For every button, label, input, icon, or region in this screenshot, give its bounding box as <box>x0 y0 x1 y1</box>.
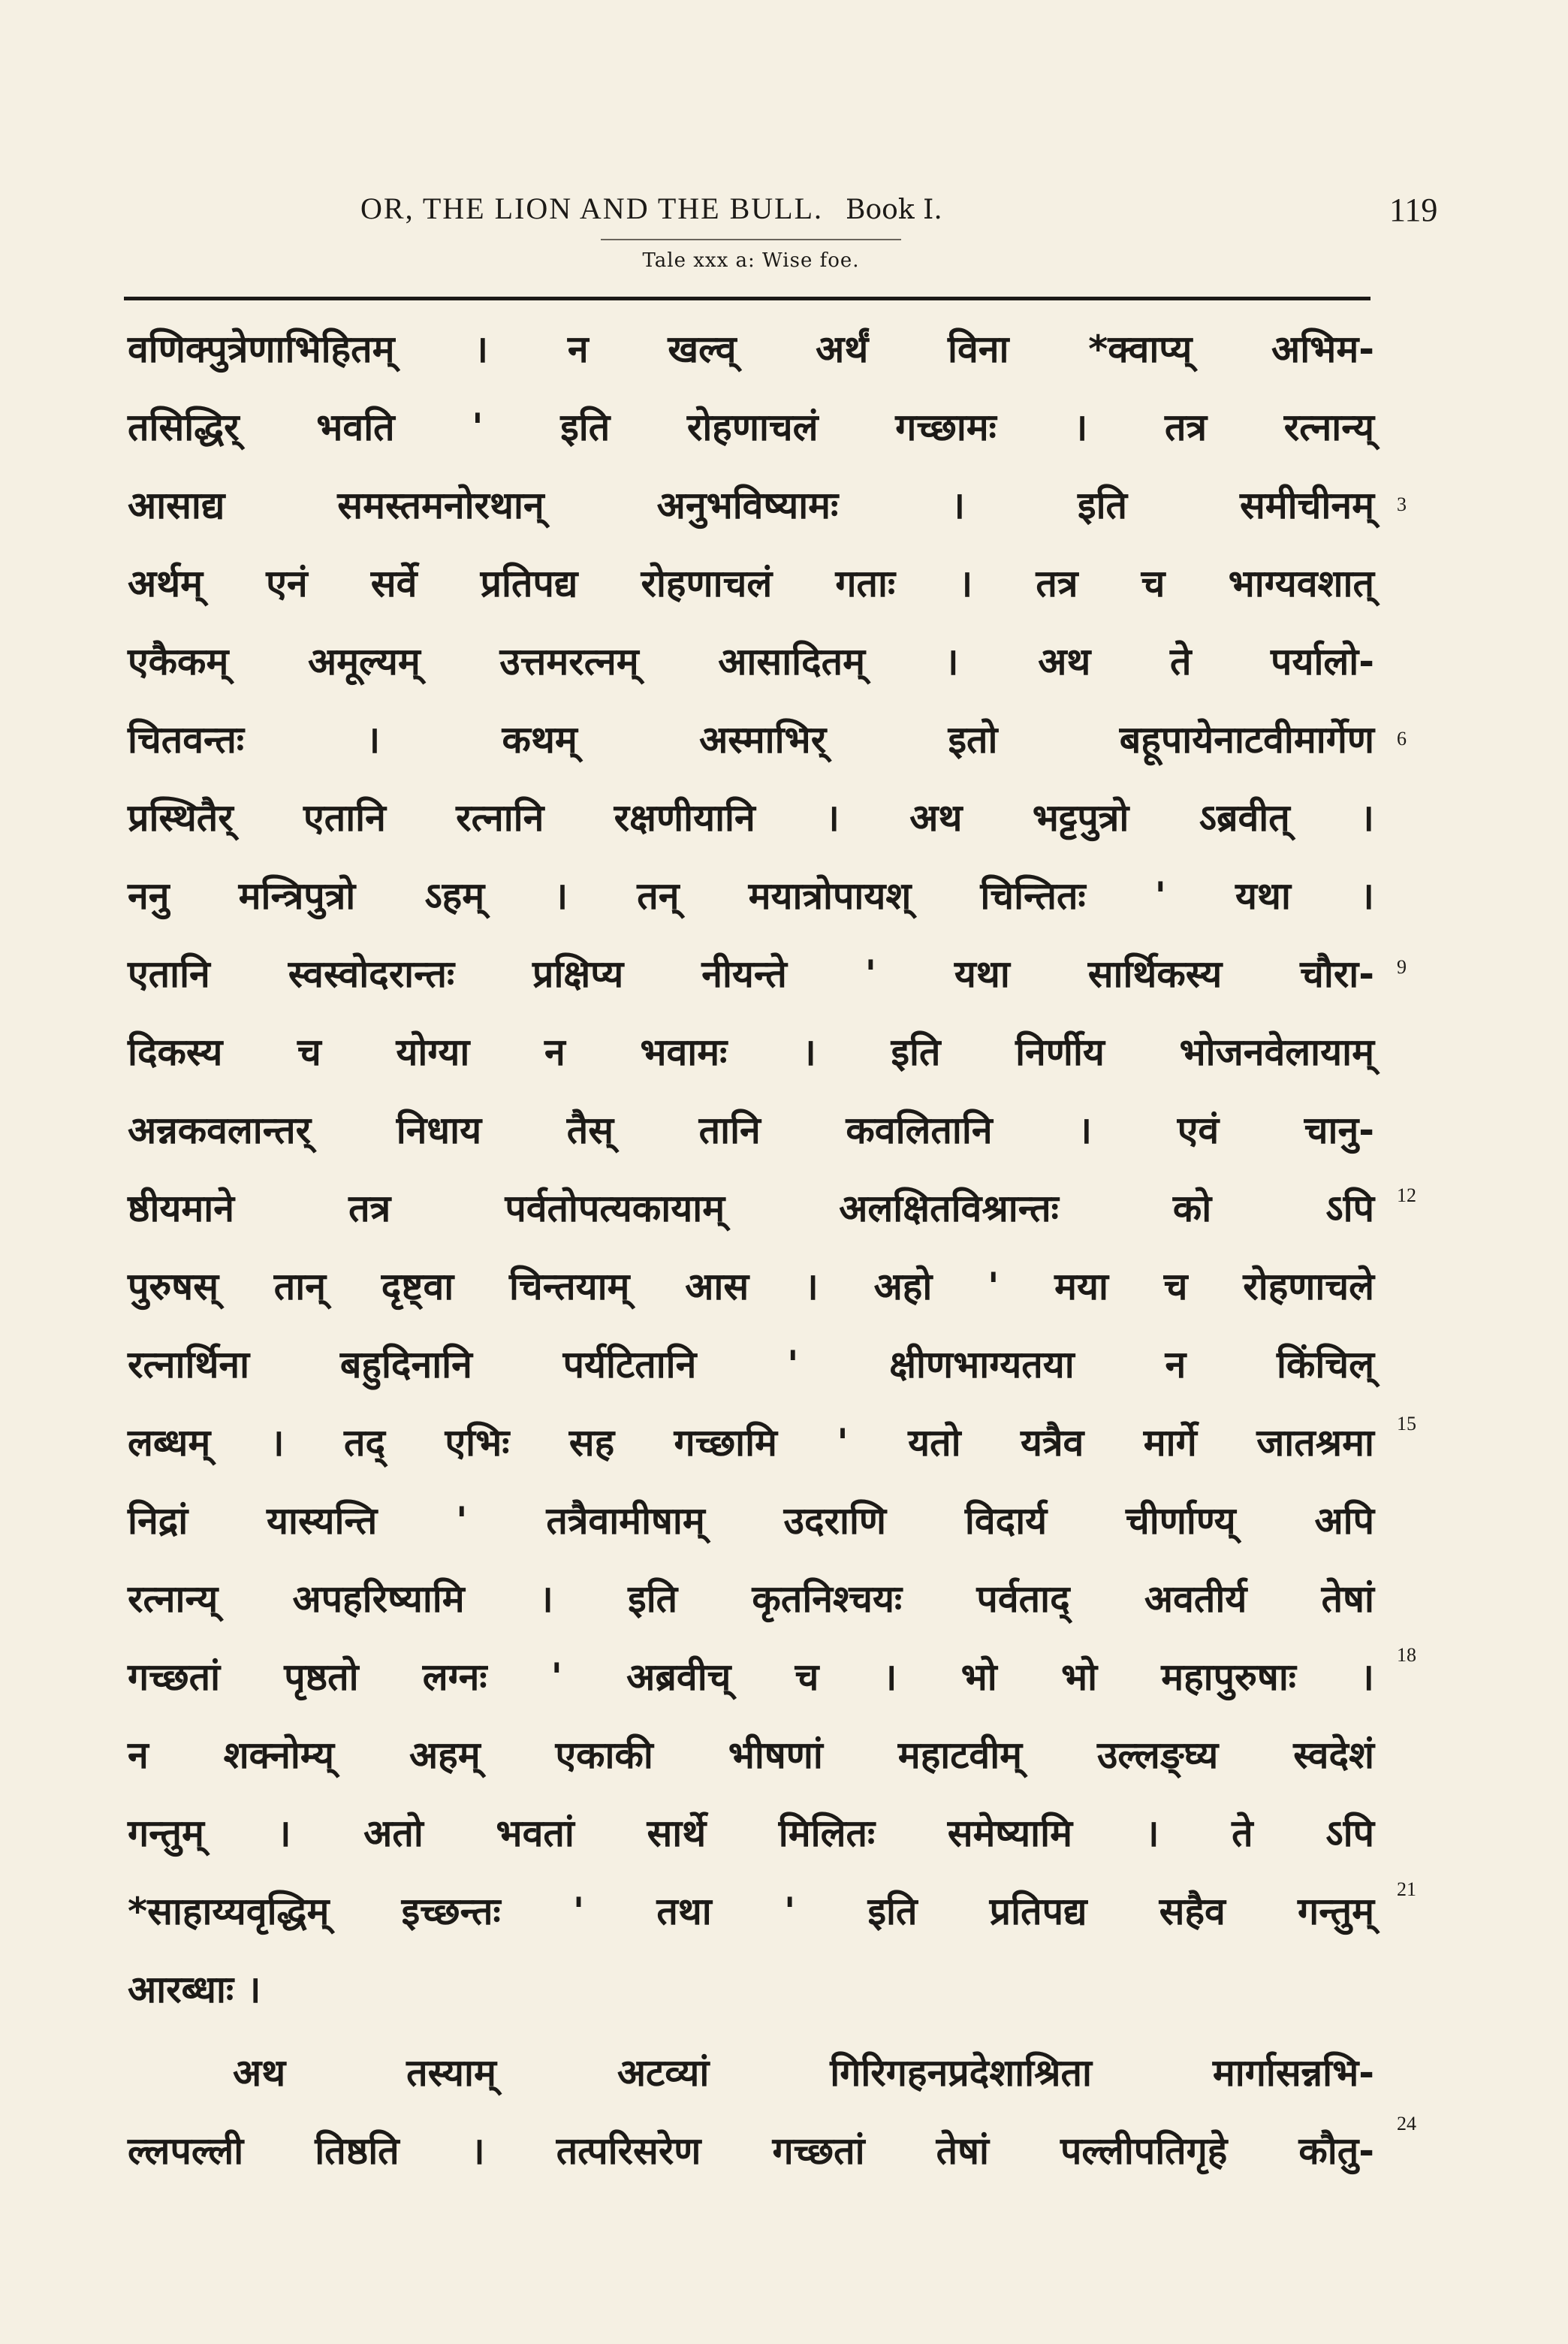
line-number: 9 <box>1397 956 1407 978</box>
text-line: अन्नकवलान्तर् निधाय तैस् तानि कवलितानि । एवं चानु- <box>128 1109 1374 1152</box>
text-line: चितवन्तः । कथम् अस्माभिर् इतो बहूपायेनाटवीमार्गेण <box>128 718 1374 762</box>
text-line: गच्छतां पृष्ठतो लग्नः ' अब्रवीच् च । भो भो महापुरुषाः । <box>128 1655 1374 1699</box>
text-line: अर्थम् एनं सर्वे प्रतिपद्य रोहणाचलं गताः । तत्र च भाग्यवशात् <box>128 562 1374 605</box>
text-line: आरब्धाः । <box>128 1968 261 2011</box>
text-line: वणिक्पुत्रेणाभिहितम् । न खल्व् अर्थं विना *क्वाप्य् अभिम- <box>128 327 1374 371</box>
text-line: गन्तुम् । अतो भवतां सार्थे मिलितः समेष्यामि । ते ऽपि <box>128 1812 1374 1855</box>
line-number: 18 <box>1397 1644 1416 1666</box>
line-number: 3 <box>1397 493 1407 515</box>
text-line: रत्नान्य् अपहरिष्यामि । इति कृतनिश्चयः पर्वताद् अवतीर्य तेषां <box>128 1577 1374 1621</box>
line-number: 15 <box>1397 1413 1416 1434</box>
subhead-rule <box>601 239 901 240</box>
text-line: निद्रां यास्यन्ति ' तत्रैवामीषाम् उदराणि विदार्य चीर्णाण्य् अपि <box>128 1499 1374 1543</box>
text-line: अथ तस्याम् अटव्यां गिरिगहनप्रदेशाश्रिता मार्गासन्नभि- <box>233 2051 1374 2095</box>
text-line: आसाद्य समस्तमनोरथान् अनुभविष्यामः । इति समीचीनम् <box>128 484 1374 527</box>
page-number: 119 <box>1389 192 1438 228</box>
page-header <box>128 188 1438 233</box>
text-line: ननु मन्त्रिपुत्रो ऽहम् । तन् मयात्रोपायश् चिन्तितः ' यथा । <box>128 874 1374 918</box>
text-line: एकैकम् अमूल्यम् उत्तमरत्नम् आसादितम् । अथ ते पर्यालो- <box>128 640 1374 683</box>
text-line: एतानि स्वस्वोदरान्तः प्रक्षिप्य नीयन्ते ' यथा सार्थिकस्य चौरा- <box>128 952 1374 996</box>
line-number: 24 <box>1397 2113 1416 2134</box>
text-line: लब्धम् । तद् एभिः सह गच्छामि ' यतो यत्रैव मार्गे जातश्रमा <box>128 1421 1374 1465</box>
book-label: Book I. <box>846 195 942 225</box>
running-head-title: OR, THE LION AND THE BULL. <box>360 192 824 225</box>
running-head <box>360 191 942 226</box>
text-line: *साहाय्यवृद्धिम् इच्छन्तः ' तथा ' इति प्रतिपद्य सहैव गन्तुम् <box>128 1890 1374 1933</box>
text-line: ष्ठीयमाने तत्र पर्वतोपत्यकायाम् अलक्षितविश्रान्तः को ऽपि <box>128 1187 1374 1230</box>
text-line: दिकस्य च योग्या न भवामः । इति निर्णीय भोजनवेलायाम् <box>128 1030 1374 1074</box>
text-line: रत्नार्थिना बहुदिनानि पर्यटितानि ' क्षीणभाग्यतया न किंचिल् <box>128 1343 1374 1386</box>
text-line: पुरुषस् तान् दृष्ट्वा चिन्तयाम् आस । अहो ' मया च रोहणाचले <box>128 1265 1374 1308</box>
text-line: प्रस्थितैर् एतानि रत्नानि रक्षणीयानि । अथ भट्टपुत्रो ऽब्रवीत् । <box>128 796 1374 840</box>
line-number: 6 <box>1397 728 1407 750</box>
tale-subhead: Tale xxx a: Wise foe. <box>642 249 860 272</box>
text-line: तसिद्धिर् भवति ' इति रोहणाचलं गच्छामः । तत्र रत्नान्य् <box>128 406 1374 449</box>
header-rule <box>124 297 1370 300</box>
line-number: 21 <box>1397 1878 1416 1900</box>
text-line: ल्लपल्ली तिष्ठति । तत्परिसरेण गच्छतां तेषां पल्लीपतिगृहे कौतु- <box>128 2129 1374 2173</box>
text-line: न शक्नोम्य् अहम् एकाकी भीषणां महाटवीम् उल्लङ्घ्य स्वदेशं <box>128 1733 1374 1777</box>
line-number: 12 <box>1397 1184 1416 1206</box>
